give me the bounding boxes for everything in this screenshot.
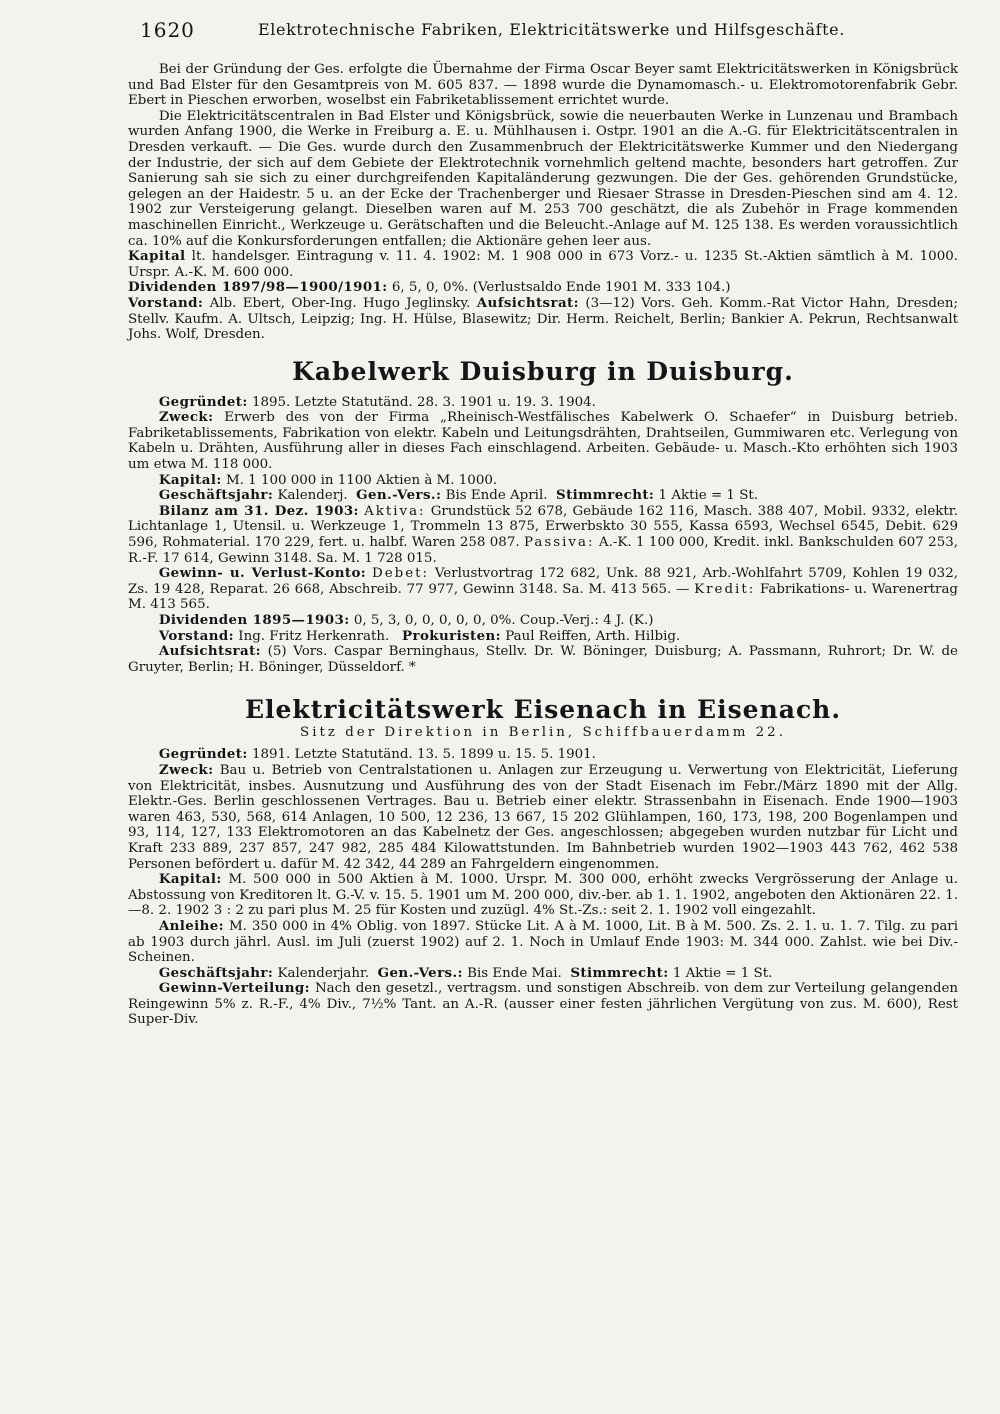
field-value: Nach den gesetzl., vertragsm. und sonstigen Abschreib. von dem zur Verteilung gelangenden Reingewinn 5% z. R.-F., 4% Div., 7½% Tant. an A.-R. (ausser einer festen jährlichen Vergütung von zus. M. 600), Rest Super-Div. (128, 981, 958, 1028)
field-value: Verlustvortrag 172 682, Unk. 88 921, Arb.-Wohlfahrt 5709, Kohlen 19 032, Zs. 19 428, Reparat. 26 668, Abschreib. 77 977, Gewinn 3148. Sa. M. 413 565. — (128, 566, 958, 597)
field-value: Ing. Fritz Herkenrath. (238, 628, 390, 644)
field-value: Bis Ende April. (445, 488, 548, 504)
s1-gegruendet (128, 395, 958, 411)
field-value: Bis Ende Mai. (467, 965, 562, 981)
field-value: Paul Reiffen, Arth. Hilbig. (505, 628, 681, 644)
s1-geschaeftsjahr (128, 488, 958, 504)
field-value: 1891. Letzte Statutänd. 13. 5. 1899 u. 15. 5. 1901. (251, 747, 596, 763)
field-value: Fabrikations- u. Warenertrag M. 413 565. (128, 581, 958, 613)
intro-vorstand (128, 296, 958, 343)
field-label: Prokuristen: (402, 627, 501, 644)
field-label: Kapital: (158, 871, 222, 888)
s2-gegruendet (128, 747, 958, 763)
field-value: 0, 5, 3, 0, 0, 0, 0, 0, 0%. Coup.-Verj.: 4 J. (K.) (353, 613, 654, 628)
field-label: Dividenden 1897/98—1900/1901: (128, 279, 388, 296)
field-value: Kalenderjahr. (277, 965, 370, 981)
field-label: Gen.-Vers.: (377, 964, 463, 981)
intro-paragraph-2: Die Elektricitätscentralen in Bad Elster und Königsbrück, sowie die neuerbauten Werke in Lunzenau und Brambach wurden Anfang 1900, die Werke in Freiburg a. E. u. Mühlhausen i. Ostpr. 1901 an die A.-G. für Elektricitätscentralen in Dresden verkauft. — Die Ges. wurde durch den Zusammenbruch der Elektricitätswerke Kummer und den Niedergang der Industrie, der sich auf dem Gebiete der Elektrotechnik vornehmlich geltend machte, besonders hart getroffen. Zur Sanierung sah sie sich zu einer durchgreifenden Kapitaländerung gezwungen. Die der Ges. gehörenden Grundstücke, gelegen an der Haidestr. 5 u. an der Ecke der Trachenberger und Riesaer Strasse in Dresden-Pieschen sind am 4. 12. 1902 zur Versteigerung gelangt. Dieselben waren auf M. 253 700 geschätzt, die als Zubehör in Frage kommenden maschinellen Einricht., Werkzeuge u. Gerätschaften und die Beleucht.-Anlage auf M. 125 138. Es werden voraussichtlich ca. 10% auf die Konkursforderungen entfallen; die Aktionäre gehen leer aus. (128, 108, 958, 249)
s2-zweck (128, 763, 958, 872)
field-value: lt. handelsger. Eintragung v. 11. 4. 1902: M. 1 908 000 in 673 Vorz.- u. 1235 St.-Aktien sämtlich à M. 1000. Urspr. A.-K. M. 600 000. (128, 249, 958, 280)
field-label: Vorstand: (158, 627, 235, 644)
s1-zweck (128, 410, 958, 472)
field-label: Debet: (371, 566, 430, 582)
field-label: Gewinn- u. Verlust-Konto: (158, 565, 367, 582)
field-label: Geschäftsjahr: (158, 964, 274, 981)
field-value: Bau u. Betrieb von Centralstationen u. Anlagen zur Erzeugung u. Verwertung von Elektricität, Lieferung von Elektricität, insbes. Ausnutzung und Ausführung des von der Stadt Eisenach im Febr./März 1890 mit der Allg. Elektr.-Ges. Berlin geschlossenen Vertrages. Bau u. Betrieb einer elektr. Strassenbahn in Eisenach. Ende 1900—1903 waren 463, 530, 568, 614 Anlagen, 10 500, 12 236, 13 667, 15 202 Glühlampen, 160, 173, 198, 200 Bogenlampen und 93, 114, 127, 133 Elektromotoren an das Kabelnetz der Ges. angeschlossen; abgegeben wurden nutzbar für Licht und Kraft 233 889, 237 857, 247 982, 285 484 Kilowattstunden. Im Bahnbetrieb wurden 1902—1903 443 762, 462 538 Personen befördert u. dafür M. 42 342, 44 289 an Fahrgeldern eingenommen. (128, 762, 958, 872)
field-value: (5) Vors. Caspar Berninghaus, Stellv. Dr. W. Böninger, Duisburg; A. Passmann, Ruhrort; Dr. W. de Gruyter, Berlin; H. Böninger, Düsseldorf. * (128, 644, 958, 675)
s2-geschaeftsjahr (128, 966, 958, 982)
field-label: Gewinn-Verteilung: (158, 980, 311, 997)
field-label: Passiva: (524, 535, 595, 551)
field-label: Kapital: (158, 471, 222, 488)
s1-bilanz (128, 504, 958, 566)
section-subtitle: Sitz der Direktion in Berlin, Schiffbauerdamm 22. (300, 725, 786, 741)
section-title: Elektricitätswerk Eisenach in Eisenach. (244, 695, 842, 725)
field-label: Gen.-Vers.: (356, 487, 442, 504)
field-value: 1 Aktie = 1 St. (658, 488, 759, 504)
field-value: M. 350 000 in 4% Oblig. von 1897. Stücke Lit. A à M. 1000, Lit. B à M. 500. Zs. 2. 1. u. 1. 7. Tilg. zu pari ab 1903 durch jährl. Ausl. im Juli (zuerst 1902) auf 2. 1. Noch in Umlauf Ende 1903: M. 344 000. Zahlst. wie bei Div.-Scheinen. (128, 918, 958, 966)
page-number: 1620 (140, 18, 195, 42)
s2-gewinnverteilung (128, 981, 958, 1028)
field-label: Gegründet: (158, 746, 248, 763)
s1-gewinn-verlust (128, 566, 958, 613)
field-label: Zweck: (158, 409, 214, 426)
field-label: Geschäftsjahr: (158, 487, 274, 504)
field-label: Aktiva: (364, 503, 426, 519)
field-label: Dividenden 1895—1903: (158, 612, 350, 628)
field-value: 6, 5, 0, 0%. (Verlustsaldo Ende 1901 M. 333 104.) (391, 280, 731, 296)
intro-paragraph-1: Bei der Gründung der Ges. erfolgte die Übernahme der Firma Oscar Beyer samt Elektricitätswerken in Königsbrück und Bad Elster für den Gesamtpreis von M. 605 837. — 1898 wurde die Dynamomasch.- u. Elektromotorenfabrik Gebr. Ebert in Pieschen erworben, woselbst ein Fabriketablissement errichtet wurde. (128, 62, 958, 109)
field-label: Aufsichtsrat: (476, 294, 579, 311)
field-value: 1895. Letzte Statutänd. 28. 3. 1901 u. 19. 3. 1904. (251, 394, 596, 410)
field-value: Grundstück 52 678, Gebäude 162 116, Masch. 388 407, Mobil. 9332, elektr. Lichtanlage 1, Utensil. u. Werkzeuge 1, Trommeln 13 875, Erwerbskto 30 555, Kassa 6593, Wechsel 6545, Debit. 629 596, Rohmaterial. 170 229, fert. u. halbf. Waren 258 087. (128, 503, 958, 551)
s2-anleihe (128, 919, 958, 966)
s1-kapital (128, 473, 958, 489)
field-value: (3—12) Vors. Geh. Komm.-Rat Victor Hahn, Dresden; Stellv. Kaufm. A. Ultsch, Leipzig; Ing. H. Hülse, Blasewitz; Dir. Herm. Reichelt, Berlin; Bankier A. Pekrun, Rechtsanwalt Johs. Wolf, Dresden. (128, 295, 958, 343)
s2-kapital (128, 872, 958, 919)
s1-vorstand (128, 629, 958, 645)
running-head (140, 18, 930, 46)
field-value: A.-K. 1 100 000, Kredit. inkl. Bankschulden 607 253, R.-F. 17 614, Gewinn 3148. Sa. M. 1 728 015. (128, 535, 959, 566)
field-label: Kapital (128, 248, 186, 265)
s1-aufsichtsrat (128, 644, 958, 675)
body-text (128, 62, 958, 1028)
field-label: Vorstand: (128, 294, 204, 311)
field-value: Kalenderj. (277, 488, 348, 504)
field-value: M. 500 000 in 500 Aktien à M. 1000. Urspr. M. 300 000, erhöht zwecks Vergrösserung der Anlage u. Abstossung von Kreditoren lt. G.-V. v. 15. 5. 1901 um M. 200 000, div.-ber. ab 1. 1. 1902, angeboten den Aktionären 22. 1.—8. 2. 1902 3 : 2 zu pari plus M. 25 für Kosten und zuzügl. 4% St.-Zs.: seit 2. 1. 1902 voll eingezahlt. (128, 872, 958, 919)
intro-dividenden (128, 280, 958, 296)
field-label: Anleihe: (158, 917, 225, 934)
field-label: Zweck: (158, 761, 214, 778)
field-label: Bilanz am 31. Dez. 1903: (158, 502, 359, 519)
intro-kapital (128, 249, 958, 280)
field-value: M. 1 100 000 in 1100 Aktien à M. 1000. (225, 472, 498, 488)
field-value: 1 Aktie = 1 St. (672, 965, 773, 981)
section-title: Kabelwerk Duisburg in Duisburg. (292, 356, 794, 386)
field-label: Aufsichtsrat: (158, 643, 261, 660)
field-label: Stimmrecht: (556, 487, 655, 504)
field-label: Kredit: (694, 581, 756, 597)
field-label: Gegründet: (158, 393, 248, 410)
s1-dividenden (128, 613, 958, 629)
field-value: Alb. Ebert, Ober-Ing. Hugo Jeglinsky. (209, 295, 471, 311)
running-title: Elektrotechnische Fabriken, Elektricitätswerke und Hilfsgeschäfte. (258, 20, 845, 39)
field-label: Stimmrecht: (570, 964, 669, 981)
field-value: Erwerb des von der Firma „Rheinisch-Westfälisches Kabelwerk O. Schaefer“ in Duisburg betrieb. Fabriketablissements, Fabrikation von elektr. Kabeln und Leitungsdrähten, Drahtseilen, Gummiwaren etc. Verlegung von Kabeln u. Drähten, Ausführung aller in dieses Fach einschlagend. Arbeiten. Gebäude- u. Masch.-Kto erhöhten sich 1903 um etwa M. 118 000. (128, 410, 958, 473)
